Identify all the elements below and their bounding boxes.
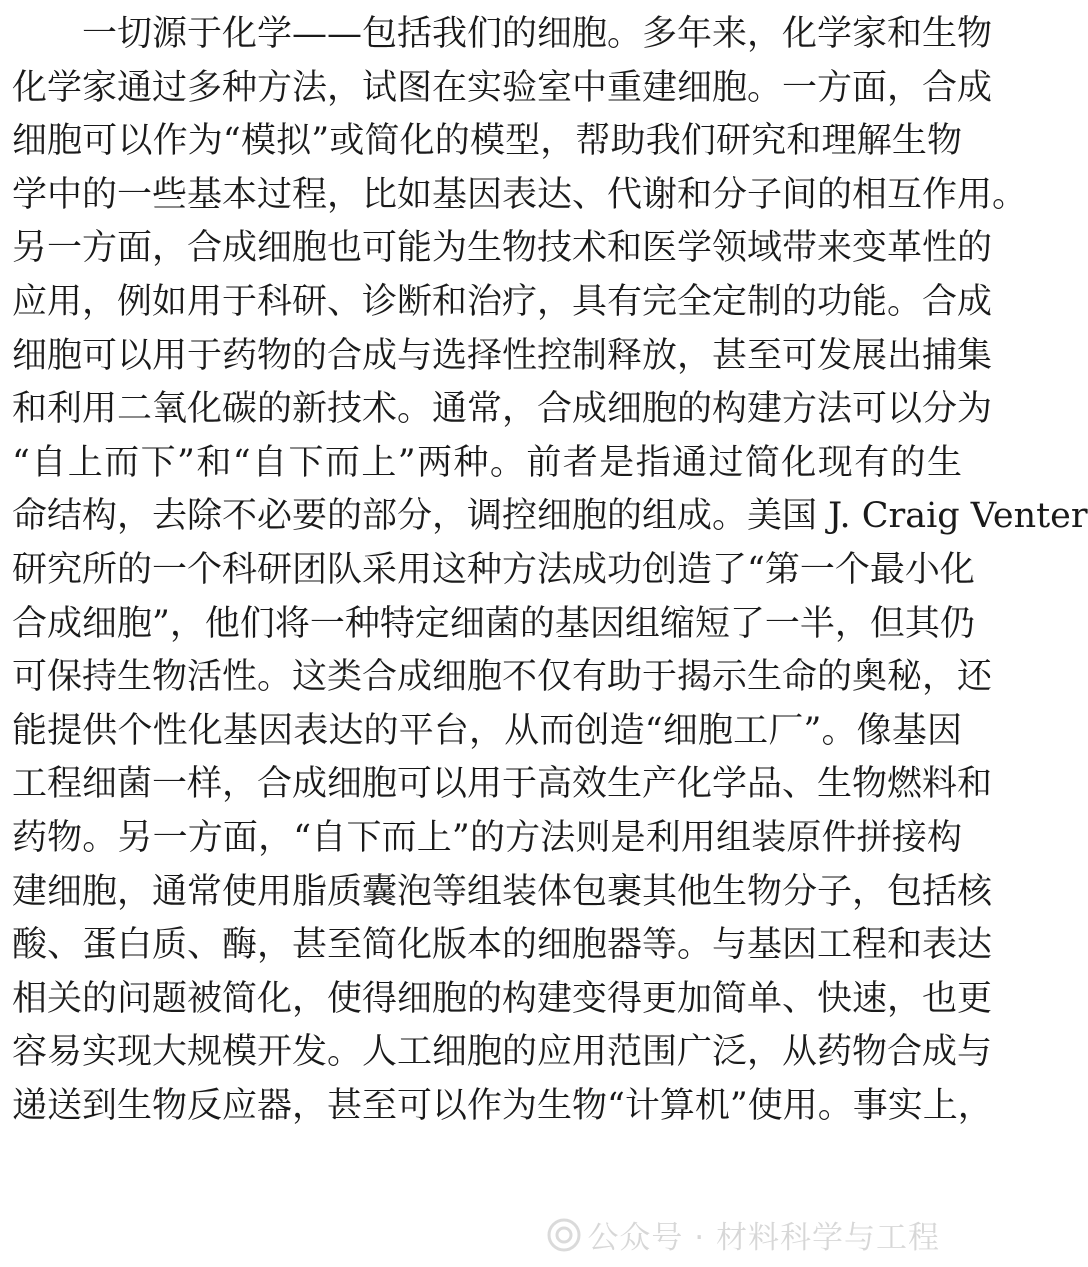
text-line: 递送到生物反应器，甚至可以作为生物“计算机”使用。事实上， <box>12 1085 993 1126</box>
text-line: 药物。另一方面，“自下而上”的方法则是利用组装原件拼接构 <box>12 817 962 858</box>
text-line: 相关的问题被简化，使得细胞的构建变得更加简单、快速，也更 <box>12 978 993 1019</box>
text-line: 命结构，去除不必要的部分，调控细胞的组成。美国 J. Craig Venter <box>12 496 1088 537</box>
paragraph <box>12 8 1088 1133</box>
wechat-official-account-icon <box>547 1218 581 1252</box>
text-line: 细胞可以用于药物的合成与选择性控制释放，甚至可发展出捕集 <box>12 335 993 376</box>
text-line: 能提供个性化基因表达的平台，从而创造“细胞工厂”。像基因 <box>12 710 962 751</box>
text-line: 合成细胞”，他们将一种特定细菌的基因组缩短了一半，但其仍 <box>12 603 975 644</box>
watermark <box>547 1212 940 1257</box>
text-line: 容易实现大规模开发。人工细胞的应用范围广泛，从药物合成与 <box>12 1032 993 1073</box>
text-line: 另一方面，合成细胞也可能为生物技术和医学领域带来变革性的 <box>12 228 993 269</box>
text-line: 学中的一些基本过程，比如基因表达、代谢和分子间的相互作用。 <box>12 174 1028 215</box>
text-line: “自上而下”和“自下而上”两种。前者是指通过简化现有的生 <box>12 442 962 483</box>
text-line: 细胞可以作为“模拟”或简化的模型，帮助我们研究和理解生物 <box>12 121 962 162</box>
text-line: 工程细菌一样，合成细胞可以用于高效生产化学品、生物燃料和 <box>12 764 993 805</box>
text-line: 和利用二氧化碳的新技术。通常，合成细胞的构建方法可以分为 <box>12 389 993 430</box>
text-line: 应用，例如用于科研、诊断和治疗，具有完全定制的功能。合成 <box>12 281 993 322</box>
text-line: 一切源于化学——包括我们的细胞。多年来，化学家和生物 <box>82 14 993 54</box>
text-line: 建细胞，通常使用脂质囊泡等组装体包裹其他生物分子，包括核 <box>12 871 993 912</box>
text-line: 可保持生物活性。这类合成细胞不仅有助于揭示生命的奥秘，还 <box>12 657 993 698</box>
text-line: 酸、蛋白质、酶，甚至简化版本的细胞器等。与基因工程和表达 <box>12 925 993 966</box>
watermark-text: 公众号 · 材料科学与工程 <box>587 1220 940 1256</box>
text-line: 研究所的一个科研团队采用这种方法成功创造了“第一个最小化 <box>12 549 975 590</box>
text-line: 化学家通过多种方法，试图在实验室中重建细胞。一方面，合成 <box>12 67 993 108</box>
